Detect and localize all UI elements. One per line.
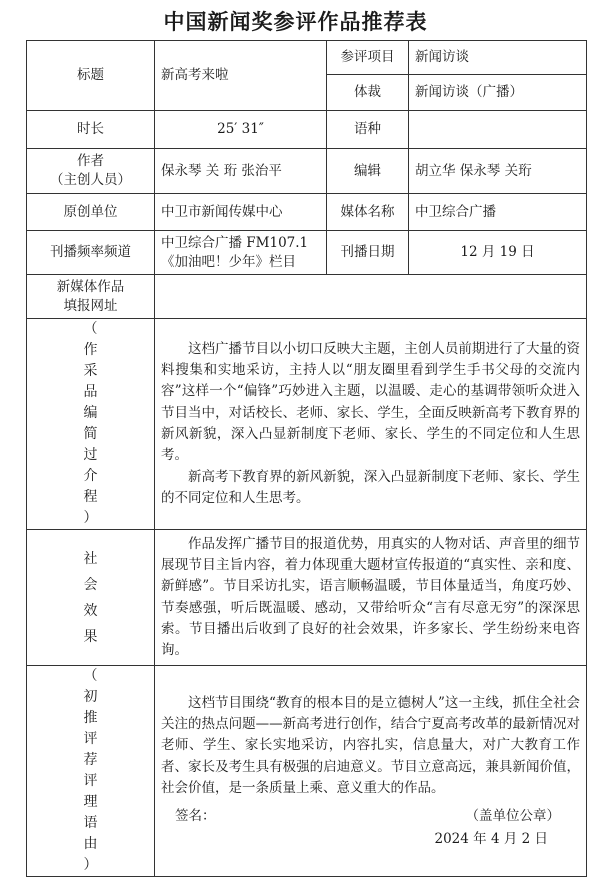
seal-label: （盖单位公章） — [465, 808, 560, 825]
signature-line — [161, 807, 580, 826]
date-value: 12 月 19 日 — [409, 231, 587, 275]
process-content — [155, 319, 587, 530]
process-paragraph-2: 新高考下教育界的新风新貌，深入凸显新制度下老师、家长、学生的不同定位和人生思考。 — [161, 468, 580, 506]
duration-value: 25′ 31″ — [155, 111, 327, 149]
editor-label: 编辑 — [327, 149, 409, 194]
recommendation-form-table — [26, 40, 587, 877]
date-label: 刊播日期 — [327, 231, 409, 275]
effect-label: 社 会 效 果 — [83, 550, 98, 645]
category-value: 新闻访谈 — [409, 41, 587, 75]
media-value: 中卫综合广播 — [409, 194, 587, 231]
process-paragraph-1: 这档广播节目以小切口反映大主题，主创人员前期进行了大量的资料搜集和实地采访，主持人以“朋友圈里看到学生手书父母的交流内容”这样一个“偏锋”巧妙进入主题，以温暖、走心的基调带领听众进入节目当中，对话校长、老师、家长、学生，全面反映新高考下教育界的新风新貌，深入凸显新制度下老师、家长、学生的不同定位和人生思考。 — [161, 340, 580, 464]
duration-label: 时长 — [27, 111, 155, 149]
genre-label: 体裁 — [327, 75, 409, 111]
form-title: 中国新闻奖参评作品推荐表 — [163, 9, 428, 34]
process-label-cell — [27, 319, 155, 530]
recommend-paragraph-1: 这档节目围绕“教育的根本目的是立德树人”这一主线，抓住全社会关注的热点问题——新高考进行创作，结合宁夏高考改革的最新情况对老师、学生、家长实地采访，内容扎实，信息量大，对广大教育工作者、家长及考生具有极强的启迪意义。节目立意高远，兼具新闻价值，社会价值，是一条质量上乘、意义重大的作品。 — [161, 694, 580, 796]
category-label: 参评项目 — [327, 41, 409, 75]
recommend-label: （ 初推 评荐 评理 语由 ） — [83, 668, 98, 873]
effect-content — [155, 530, 587, 666]
media-label: 媒体名称 — [327, 194, 409, 231]
effect-label-cell — [27, 530, 155, 666]
editor-value: 胡立华 保永琴 关珩 — [409, 149, 587, 194]
author-label: 作者 （主创人员） — [27, 149, 155, 194]
genre-value: 新闻访谈（广播） — [409, 75, 587, 111]
effect-paragraph-1: 作品发挥广播节目的报道优势，用真实的人物对话、声音里的细节展现节目主旨内容，着力体现重大题材宣传报道的“真实性、亲和度、新鲜感”。节目采访扎实，语言顺畅温暖，节目体量适当，角度巧妙、节奏感强，听后既温暖、感动，又带给听众“言有尽意无穷”的深深思索。节目播出后收到了良好的社会效果，许多家长、学生纷纷来电咨询。 — [161, 535, 580, 659]
unit-label: 原创单位 — [27, 194, 155, 231]
headline-label: 标题 — [27, 41, 155, 111]
author-value: 保永琴 关 珩 张治平 — [155, 149, 327, 194]
unit-value: 中卫市新闻传媒中心 — [155, 194, 327, 231]
language-label: 语种 — [327, 111, 409, 149]
newmedia-label: 新媒体作品 填报网址 — [27, 275, 155, 319]
newmedia-value — [155, 275, 587, 319]
language-value — [409, 111, 587, 149]
headline-value: 新高考来啦 — [155, 41, 327, 111]
recommend-label-cell — [27, 666, 155, 877]
signature-label: 签名： — [175, 808, 216, 825]
recommend-content — [155, 666, 587, 877]
channel-label: 刊播频率频道 — [27, 231, 155, 275]
process-label: （ 作采 品编 简过 介程 ） — [83, 321, 98, 526]
channel-value: 中卫综合广播 FM107.1 《加油吧！少年》栏目 — [155, 231, 327, 275]
recommend-date: 2024 年 4 月 2 日 — [434, 831, 548, 848]
